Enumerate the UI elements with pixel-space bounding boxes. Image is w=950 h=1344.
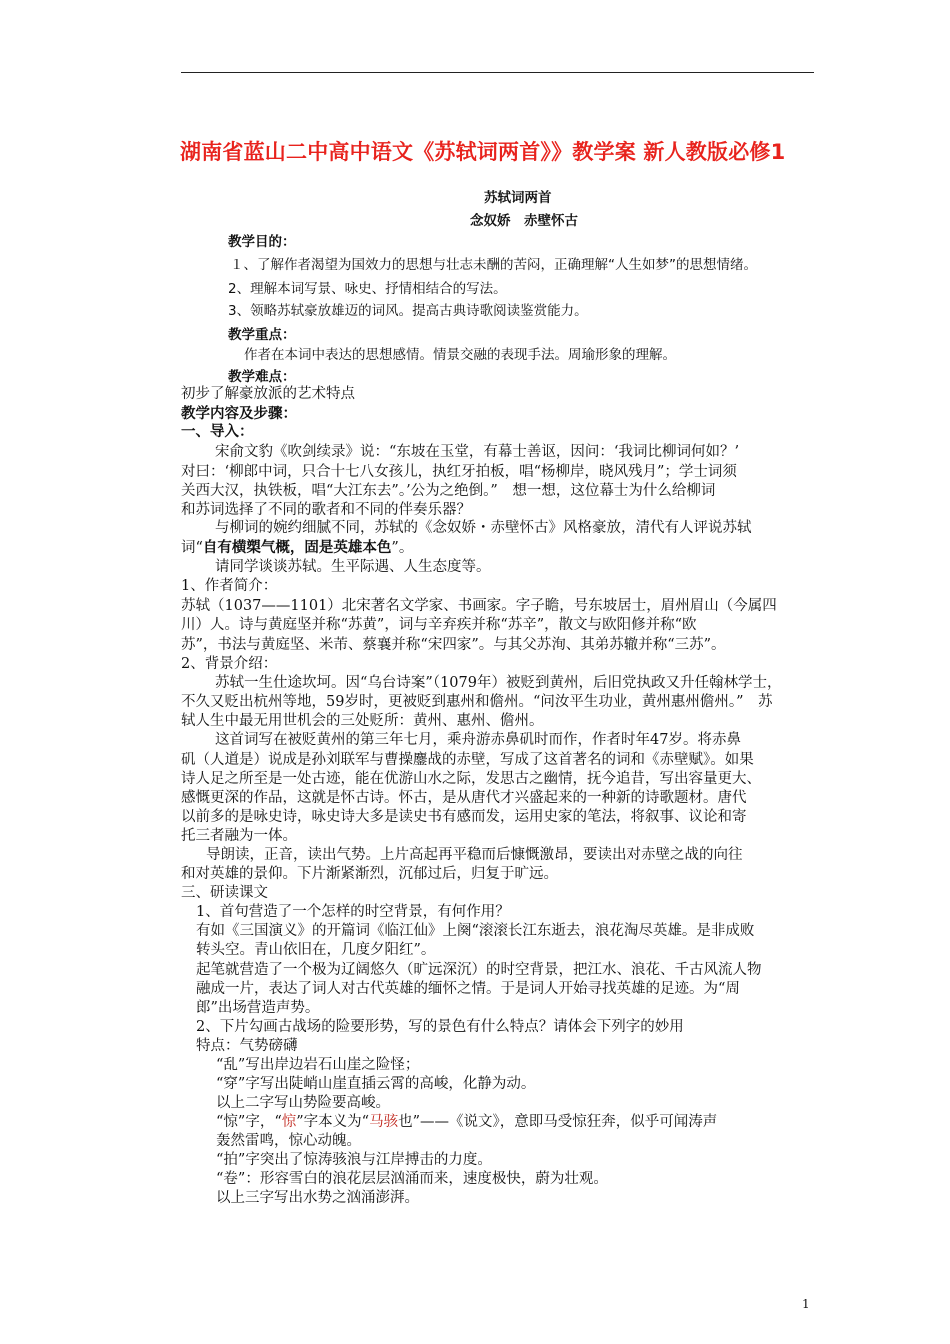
paragraph-line: 矶（人道是）说成是孙刘联军与曹操鏖战的赤壁，写成了这首著名的词和《赤壁赋》。如果: [181, 752, 754, 768]
quote-prefix: 词“: [181, 540, 203, 556]
paragraph-line: 起笔就营造了一个极为辽阔悠久（旷远深沉）的时空背景，把江水、浪花、千古风流人物: [196, 962, 762, 978]
section-content-steps: 教学内容及步骤：: [181, 405, 297, 422]
paragraph-line: “乱”写出岸边岩石山崖之险怪；: [216, 1057, 420, 1073]
section-background: 2、背景介绍：: [181, 656, 278, 672]
paragraph-line: 郎”出场营造声势。: [196, 1000, 320, 1016]
paragraph-line: 不久又贬出杭州等地，59岁时，更被贬到惠州和儋州。“问汝平生功业，黄州惠州儋州。” 苏: [181, 694, 773, 710]
paragraph-line: 和苏词选择了不同的歌者和不同的伴奏乐器？: [181, 502, 471, 518]
paragraph-line: 川）人。诗与黄庭坚并称“苏黄”，词与辛弃疾并称“苏辛”，散文与欧阳修并称“欧: [181, 617, 697, 633]
paragraph-line: 请同学谈谈苏轼。生平际遇、人生态度等。: [215, 559, 491, 575]
quote-suffix: ”。: [391, 540, 414, 556]
objective-2: 2、理解本词写景、咏史、抒情相结合的写法。: [228, 281, 507, 297]
paragraph-line: 宋俞文豹《吹剑续录》说：“东坡在玉堂，有幕士善讴，因问：‘我词比柳词何如？’: [215, 444, 740, 460]
paragraph-line: 特点：气势磅礴: [196, 1038, 298, 1054]
paragraph-line: 苏”，书法与黄庭坚、米芾、蔡襄并称“宋四家”。与其父苏洵、其弟苏辙并称“三苏”。: [181, 637, 726, 653]
paragraph-line: 苏轼一生仕途坎坷。因“乌台诗案”（1079年）被贬到黄州，后旧党执政又升任翰林学士，: [215, 675, 782, 691]
difficulty-text: 初步了解豪放派的艺术特点: [181, 386, 355, 402]
question-1: 1、首句营造了一个怎样的时空背景，有何作用？: [196, 904, 510, 920]
paragraph-line: 和对英雄的景仰。下片渐紧渐烈，沉郁过后，归复于旷远。: [181, 866, 558, 882]
paragraph-line: 关西大汉，执铁板，唱“大江东去”。’公为之绝倒。” 想一想，这位幕士为什么给柳词: [181, 483, 716, 499]
paragraph-line: 这首词写在被贬黄州的第三年七月，乘舟游赤鼻矶时而作，作者时年47岁。将赤鼻: [215, 732, 741, 748]
paragraph-line: 转头空。青山依旧在，几度夕阳红”。: [196, 942, 436, 958]
page-number: 1: [802, 1297, 810, 1311]
paragraph-line: 苏轼（1037——1101）北宋著名文学家、书画家。字子瞻，号东坡居士，眉州眉山（今属四: [181, 598, 777, 614]
paragraph-line: 对曰：‘柳郎中词，只合十七八女孩儿，执红牙拍板，唱“杨柳岸，晓风残月”；学士词须: [181, 464, 737, 480]
section-objectives: 教学目的：: [228, 234, 296, 250]
paragraph-line: 轼人生中最无用世机会的三处贬所：黄州、惠州、儋州。: [181, 713, 544, 729]
paragraph-line: 感慨更深的作品，这就是怀古诗。怀古，是从唐代才兴盛起来的一种新的诗歌题材。唐代: [181, 790, 747, 806]
quote-emphasis: 自有横槊气概，固是英雄本色: [202, 539, 392, 556]
paragraph-line: [181, 538, 413, 558]
section-author: 1、作者简介：: [181, 578, 278, 594]
section-intro: 一、导入：: [181, 423, 254, 440]
paragraph-line: “拍”字突出了惊涛骇浪与江岸搏击的力度。: [216, 1152, 492, 1168]
paragraph-line: 融成一片，表达了词人对古代英雄的缅怀之情。于是词人开始寻找英雄的足迹。为“周: [196, 981, 740, 997]
poem-heading: 念奴娇 赤壁怀古: [470, 213, 578, 229]
red-word: 惊: [281, 1114, 297, 1130]
red-word: 马骇: [369, 1114, 399, 1130]
paragraph-line: “穿”字写出陡峭山崖直插云霄的高峻，化静为动。: [216, 1076, 536, 1092]
document-title: 湖南省蓝山二中高中语文《苏轼词两首》》教学案 新人教版必修1: [180, 140, 786, 164]
question-2: 2、下片勾画古战场的险要形势，写的景色有什么特点？请体会下列字的妙用: [196, 1019, 684, 1035]
paragraph-line: “惊”字，“惊”字本义为“马骇也”——《说文》，意即马受惊狂奔，似乎可闻涛声: [216, 1114, 718, 1130]
paragraph-line: 以上三字写出水势之汹涌澎湃。: [216, 1190, 419, 1206]
paragraph-line: 以上二字写山势险要高峻。: [216, 1095, 390, 1111]
paragraph-line: 轰然雷鸣，惊心动魄。: [216, 1133, 361, 1149]
paragraph-line: 托三者融为一体。: [181, 828, 297, 844]
paragraph-line: “卷”：形容雪白的浪花层层汹涌而来，速度极快，蔚为壮观。: [216, 1171, 608, 1187]
section-study-text: 三、研读课文: [181, 885, 268, 901]
section-difficulties: 教学难点：: [228, 369, 296, 385]
objective-1: １、了解作者渴望为国效力的思想与壮志未酬的苦闷，正确理解“人生如梦”的思想情绪。: [230, 257, 757, 273]
header-rule: [181, 72, 814, 73]
paragraph-line: 有如《三国演义》的开篇词《临江仙》上阕“滚滚长江东逝去，浪花淘尽英雄。是非成败: [196, 923, 755, 939]
key-point-text: 作者在本词中表达的思想感情。情景交融的表现手法。周瑜形象的理解。: [244, 347, 676, 363]
paragraph-line: 导朗读，正音，读出气势。上片高起再平稳而后慷慨激昂，要读出对赤壁之战的向往: [206, 847, 743, 863]
paragraph-line: 以前多的是咏史诗，咏史诗大多是读史书有感而发，运用史家的笔法，将叙事、议论和寄: [181, 809, 747, 825]
objective-3: 3、领略苏轼豪放雄迈的词风。提高古典诗歌阅读鉴赏能力。: [228, 303, 588, 319]
lesson-heading: 苏轼词两首: [484, 190, 552, 206]
paragraph-line: 与柳词的婉约细腻不同，苏轼的《念奴娇・赤壁怀古》风格豪放，清代有人评说苏轼: [215, 520, 752, 536]
section-key-points: 教学重点：: [228, 327, 296, 343]
paragraph-line: 诗人足之所至是一处古迹，能在优游山水之际，发思古之幽情，抚今追昔，写出容量更大、: [181, 771, 761, 787]
